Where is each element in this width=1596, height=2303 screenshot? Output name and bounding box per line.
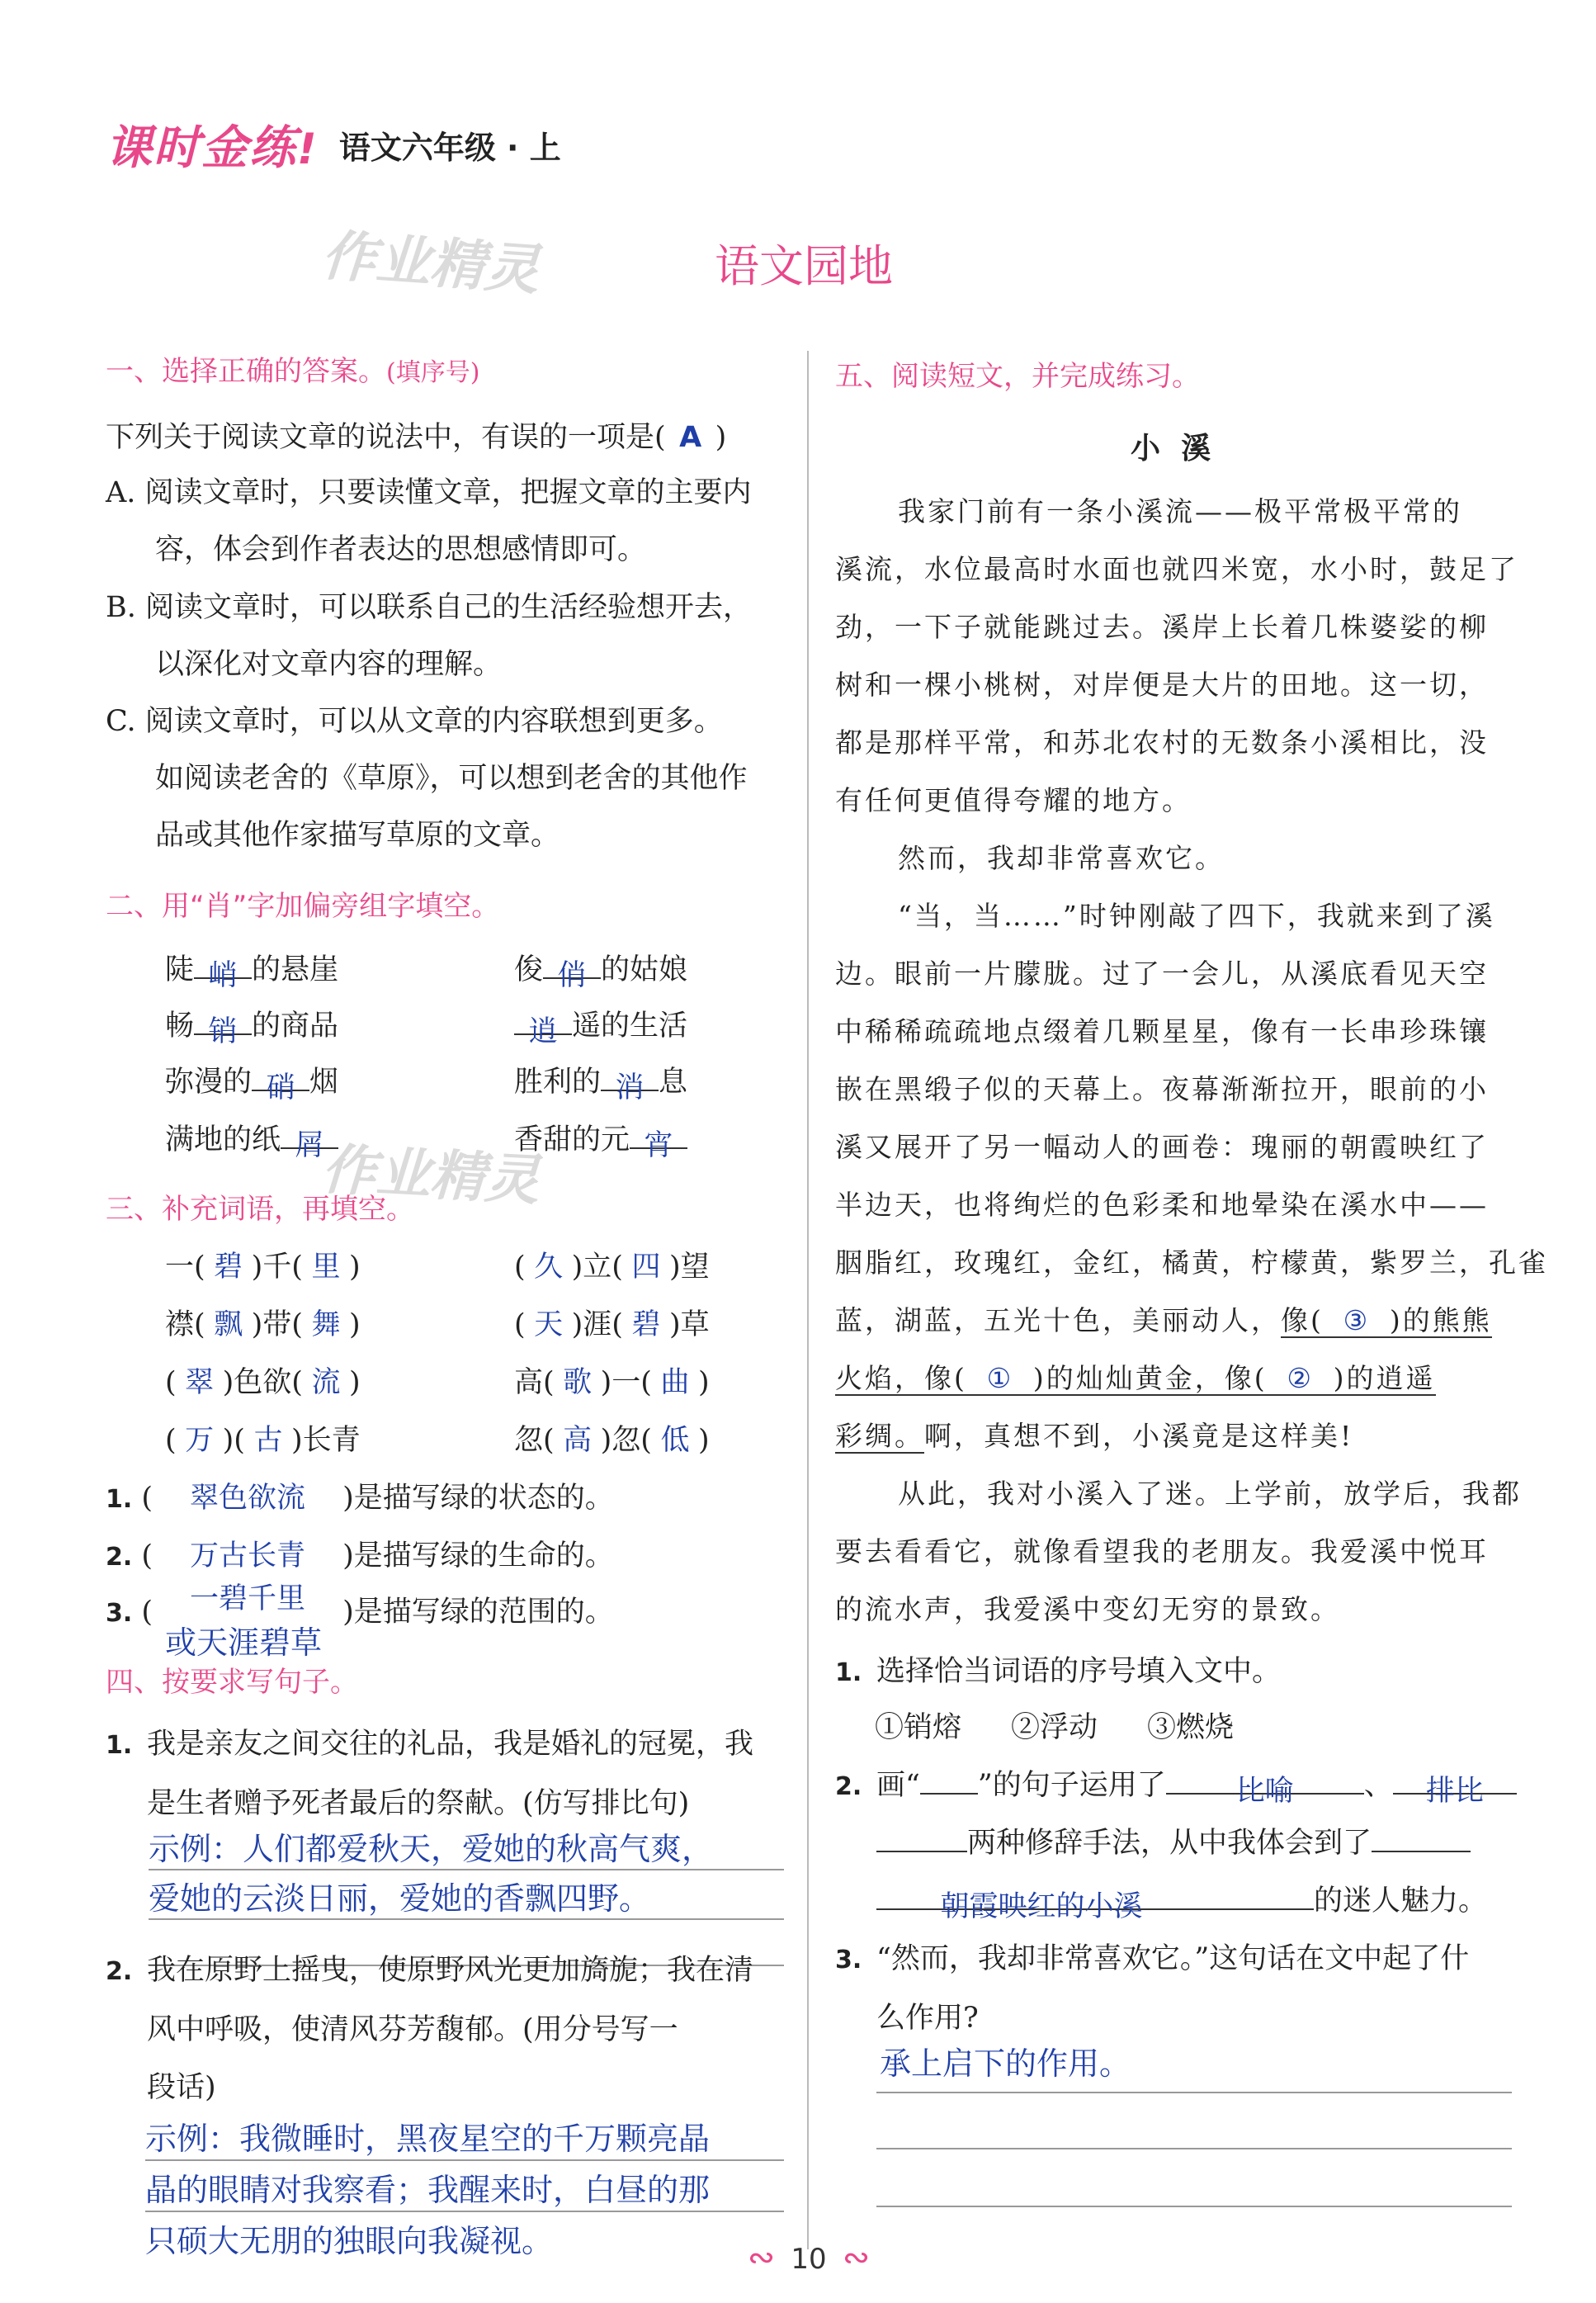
answer-line xyxy=(145,2159,784,2161)
brand-mark: ! xyxy=(297,125,317,174)
s5-q2-cont: 朝霞映红的小溪 的迷人魅力。 xyxy=(876,1872,1487,1930)
answer-line xyxy=(876,2148,1512,2149)
s2-heading: 二、用“肖”字加偏旁组字填空。 xyxy=(106,890,500,923)
s4-heading: 四、按要求写句子。 xyxy=(106,1666,358,1699)
column-divider xyxy=(807,351,809,2249)
page-number: 10 xyxy=(791,2243,827,2276)
footer-ornament-right-icon: ∾ xyxy=(842,2239,871,2277)
s1-option-b: B. 阅读文章时，可以联系自己的生活经验想开去， 以深化对文章内容的理解。 xyxy=(106,591,752,681)
s4-q2-answer: 示例：我微睡时，黑夜星空的千万颗亮晶 晶的眼睛对我察看；我醒来时，白昼的那 只硕大无朋的独眼向我凝视。 xyxy=(145,2121,711,2259)
s3-idiom: 一( 碧 )千( 里 ) xyxy=(165,1251,361,1284)
answer-line xyxy=(876,2206,1512,2207)
watermark-mid: 作业精灵 xyxy=(319,1137,541,1213)
s3-fill: 3. ( 一碧千里 )是描写绿的范围的。 xyxy=(106,1582,614,1629)
page-title: 语文园地 xyxy=(715,240,893,292)
s5-q2: 2. 画“ ”的句子运用了 比喻 、 排比 xyxy=(835,1757,1517,1816)
brand-logo: 课时金练 xyxy=(106,121,297,175)
s5-q1: 1. 选择恰当词语的序号填入文中。 xyxy=(835,1655,1282,1688)
passage-para-3: “当，当……”时钟刚敲了四下，我就来到了溪 边。眼前一片朦胧。过了一会儿，从溪底看见天空 中稀稀疏疏地点缀着几颗星星，像有一长串珍珠镶 嵌在黑缎子似的天幕上。夜幕渐渐拉开，眼前的小 溪又展开了另一幅动人的画卷：瑰丽的朝霞映红了 半边天，也将绚烂的色彩柔和地晕染在溪水中—— 胭脂红，玫瑰红，金红，橘黄，柠檬黄，紫罗兰，孔雀 蓝，湖蓝，五光十色，美丽动人，像( ③ )的熊熊 火焰，像( ① )的灿灿黄金，像( ② )的逍遥 彩绸。啊，真想不到，小溪竟是这样美! xyxy=(835,900,1548,1452)
footer-ornament-left-icon: ∾ xyxy=(747,2239,776,2277)
s3-idiom: ( 久 )立( 四 )望 xyxy=(514,1251,710,1284)
s2-item: 香甜的元 宵 xyxy=(514,1111,687,1169)
s1-question: 下列关于阅读文章的说法中，有误的一项是( A ) xyxy=(106,409,726,466)
s4-q2: 2. 我在原野上摇曳，使原野风光更加旖旎；我在清 风中呼吸，使清风芬芳馥郁。(用分号写一 段话) xyxy=(106,1954,754,2104)
s1-option-a: A. 阅读文章时，只要读懂文章，把握文章的主要内 容，体会到作者表达的思想感情即可。 xyxy=(106,476,752,566)
passage-para-2: 然而，我却非常喜欢它。 xyxy=(898,842,1225,874)
s3-fill: 2. ( 万古长青 )是描写绿的生命的。 xyxy=(106,1539,614,1572)
s3-idiom: 忽( 高 )忽( 低 ) xyxy=(514,1424,710,1457)
s3-fill-alt-answer: 或天涯碧草 xyxy=(165,1624,323,1661)
answer-line xyxy=(876,2092,1512,2093)
answer-line xyxy=(145,2211,784,2212)
s1-answer: A xyxy=(679,421,702,454)
s2-item: 满地的纸 屑 xyxy=(165,1111,338,1169)
s3-idiom: ( 万 )( 古 )长青 xyxy=(165,1424,361,1457)
s5-q3-answer: 承上启下的作用。 xyxy=(880,2045,1131,2082)
s2-item: 胜利的 消 息 xyxy=(514,1066,688,1104)
subject-label: 语文六年级 · 上 xyxy=(338,130,561,166)
s2-item: 弥漫的 硝 烟 xyxy=(165,1066,339,1104)
s4-q1: 1. 我是亲友之间交往的礼品，我是婚礼的冠冕，我 是生者赠予死者最后的祭献。(仿写排比句) xyxy=(106,1728,754,1820)
s2-item: 畅 销 的商品 xyxy=(165,1010,339,1048)
s3-idiom: ( 翠 )色欲( 流 ) xyxy=(165,1366,361,1399)
s3-fill: 1. ( 翠色欲流 )是描写绿的状态的。 xyxy=(106,1482,614,1515)
s2-item: 陡 峭 的悬崖 xyxy=(165,953,339,992)
s3-heading: 三、补充词语，再填空。 xyxy=(106,1193,414,1226)
s3-idiom: ( 天 )涯( 碧 )草 xyxy=(514,1308,710,1341)
s3-idiom: 襟( 飘 )带( 舞 ) xyxy=(165,1308,361,1341)
header xyxy=(106,111,683,177)
s5-q2-cont: 两种修辞手法，从中我体会到了 xyxy=(876,1814,1471,1872)
passage-para-4: 从此，我对小溪入了迷。上学前，放学后，我都 要去看看它，就像看望我的老朋友。我爱溪中悦耳 的流水声，我爱溪中变幻无穷的景致。 xyxy=(835,1478,1522,1625)
s4-q1-answer: 示例：人们都爱秋天，爱她的秋高气爽， 爱她的云淡日丽，爱她的香飘四野。 xyxy=(149,1831,714,1917)
s5-q3: 3. “然而，我却非常喜欢它。”这句话在文中起了什 么作用? xyxy=(835,1942,1470,2035)
answer-line xyxy=(149,1918,784,1920)
passage-title: 小 溪 xyxy=(1131,432,1211,466)
s1-heading: 一、选择正确的答案。(填序号) xyxy=(106,355,480,388)
s5-heading: 五、阅读短文，并完成练习。 xyxy=(835,360,1200,393)
s2-item: 俊 俏 的姑娘 xyxy=(514,953,688,992)
watermark-top: 作业精灵 xyxy=(319,223,541,303)
s1-option-c: C. 阅读文章时，可以从文章的内容联想到更多。 如阅读老舍的《草原》，可以想到老舍的其他作 品或其他作家描写草原的文章。 xyxy=(106,705,748,852)
footer xyxy=(693,2239,924,2280)
s2-item: 逍 遥的生活 xyxy=(514,997,687,1055)
passage-para-1: 我家门前有一条小溪流——极平常极平常的 溪流，水位最高时水面也就四米宽，水小时，鼓足了 劲，一下子就能跳过去。溪岸上长着几株婆娑的柳 树和一棵小桃树，对岸便是大片的田地。这一切， 都是那样平常，和苏北农村的无数条小溪相比，没 有任何更值得夸耀的地方。 xyxy=(835,495,1518,816)
answer-line xyxy=(149,1869,784,1870)
s5-q1-choices: ①销熔 ②浮动 ③燃烧 xyxy=(875,1711,1235,1744)
s3-idiom: 高( 歌 )一( 曲 ) xyxy=(514,1366,710,1399)
